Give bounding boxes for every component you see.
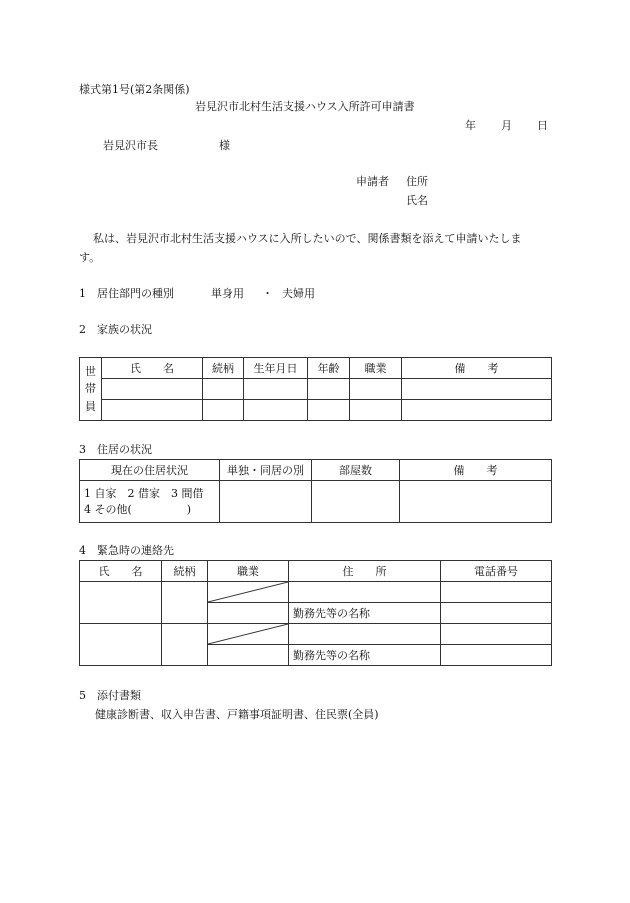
family-table	[79, 357, 552, 421]
diagonal-line	[208, 582, 288, 602]
cell-age[interactable]	[308, 379, 350, 400]
diagonal-line	[208, 624, 288, 644]
household-members-label	[80, 358, 102, 421]
cell-remarks[interactable]	[400, 481, 552, 523]
cell-room-count[interactable]	[312, 481, 400, 523]
cell-remarks[interactable]	[402, 379, 552, 400]
page-title: 岩見沢市北村生活支援ハウス入所許可申請書	[195, 100, 415, 113]
col-address: 住 所	[289, 561, 441, 582]
date-day-label: 日	[537, 119, 548, 132]
table-row	[80, 481, 552, 523]
intro-line-2: す。	[79, 251, 101, 264]
cell-relation[interactable]	[203, 400, 244, 421]
date-month-label: 月	[501, 119, 512, 132]
housing-options-line-2: 4 その他( )	[84, 502, 192, 516]
cell-age[interactable]	[308, 400, 350, 421]
housing-table	[79, 459, 552, 523]
cell-relation[interactable]	[203, 379, 244, 400]
cell-name[interactable]	[80, 582, 162, 624]
cell-occupation-sub[interactable]	[208, 645, 289, 666]
cell-address[interactable]	[289, 624, 441, 645]
cell-phone[interactable]	[441, 624, 552, 645]
col-occupation: 職業	[208, 561, 289, 582]
emergency-contact-table	[79, 560, 552, 666]
cell-phone-sub[interactable]	[441, 603, 552, 624]
col-relation: 続柄	[203, 358, 244, 379]
date-year-label: 年	[465, 119, 476, 132]
cell-birthdate[interactable]	[244, 379, 308, 400]
household-label-char: 員	[85, 399, 96, 413]
col-age: 年齢	[308, 358, 350, 379]
cell-occupation[interactable]	[208, 624, 289, 645]
col-remarks: 備 考	[400, 460, 552, 481]
col-living-arrangement: 単独・同居の別	[220, 460, 312, 481]
cell-remarks[interactable]	[402, 400, 552, 421]
cell-occupation[interactable]	[350, 379, 402, 400]
applicant-label: 申請者	[356, 175, 389, 188]
cell-phone[interactable]	[441, 582, 552, 603]
household-label-char: 帯	[85, 382, 96, 396]
col-current-housing: 現在の住居状況	[80, 460, 220, 481]
cell-relation[interactable]	[162, 582, 208, 624]
cell-birthdate[interactable]	[244, 400, 308, 421]
section5-heading: 5 添付書類	[79, 689, 141, 702]
addressee: 岩見沢市長	[103, 139, 158, 152]
col-birthdate: 生年月日	[244, 358, 308, 379]
option-separator: ・	[262, 287, 273, 300]
col-room-count: 部屋数	[312, 460, 400, 481]
household-label-char: 世	[85, 364, 96, 378]
option-single: 単身用	[211, 287, 244, 300]
cell-occupation[interactable]	[208, 582, 289, 603]
table-row	[80, 400, 552, 421]
section4-heading: 4 緊急時の連絡先	[79, 544, 174, 557]
section3-heading: 3 住居の状況	[79, 443, 152, 456]
housing-options-line-1: 1 自家 2 借家 3 間借	[84, 486, 204, 500]
table-row	[80, 582, 552, 603]
cell-relation[interactable]	[162, 624, 208, 666]
table-row	[80, 379, 552, 400]
section1-heading: 1 居住部門の種別	[79, 287, 174, 300]
workplace-label: 勤務先等の名称	[289, 645, 441, 666]
col-relation: 続柄	[162, 561, 208, 582]
intro-line-1: 私は、岩見沢市北村生活支援ハウスに入所したいので、関係書類を添えて申請いたしま	[93, 232, 522, 245]
cell-address[interactable]	[289, 582, 441, 603]
table-row	[80, 624, 552, 645]
cell-occupation[interactable]	[350, 400, 402, 421]
cell-living-arrangement[interactable]	[220, 481, 312, 523]
cell-occupation-sub[interactable]	[208, 603, 289, 624]
workplace-label: 勤務先等の名称	[289, 603, 441, 624]
cell-name[interactable]	[102, 379, 203, 400]
cell-name[interactable]	[102, 400, 203, 421]
housing-options[interactable]	[80, 481, 220, 523]
col-name: 氏 名	[80, 561, 162, 582]
form-number: 様式第1号(第2条関係)	[79, 83, 190, 96]
applicant-name-label: 氏名	[406, 194, 428, 207]
cell-name[interactable]	[80, 624, 162, 666]
col-occupation: 職業	[350, 358, 402, 379]
section2-heading: 2 家族の状況	[79, 323, 152, 336]
col-remarks: 備 考	[402, 358, 552, 379]
col-phone: 電話番号	[441, 561, 552, 582]
option-couple: 夫婦用	[282, 287, 315, 300]
col-name: 氏 名	[102, 358, 203, 379]
cell-phone-sub[interactable]	[441, 645, 552, 666]
addressee-suffix: 様	[219, 139, 230, 152]
attached-documents: 健康診断書、収入申告書、戸籍事項証明書、住民票(全員)	[95, 708, 379, 721]
applicant-address-label: 住所	[406, 175, 428, 188]
